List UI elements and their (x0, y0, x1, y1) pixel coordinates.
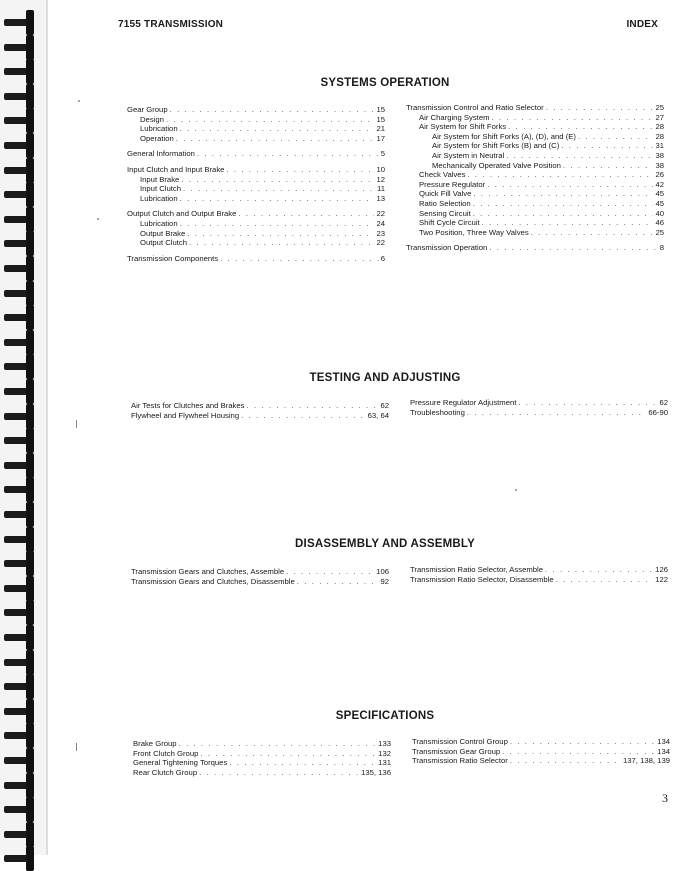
index-entry (406, 161, 664, 171)
index-entry (406, 199, 664, 209)
binding-hole (4, 290, 28, 297)
binding-hole (4, 93, 28, 100)
index-entry-label: Rear Clutch Group (133, 767, 198, 777)
manual-title: 7155 TRANSMISSION (118, 19, 224, 30)
binding-hole (4, 831, 28, 838)
index-entry-label: Air System for Shift Forks (B) and (C) (432, 141, 560, 151)
index-entry (410, 575, 668, 585)
index-entry-page: 46 (655, 218, 664, 228)
dot-leader (518, 398, 657, 408)
index-entry-label: Air Charging System (419, 112, 490, 122)
dot-leader (200, 749, 376, 759)
dot-leader (492, 113, 654, 123)
dot-leader (578, 132, 653, 142)
index-entry-page: 21 (376, 124, 385, 134)
index-entry-label: Air System in Neutral (432, 150, 505, 160)
dot-leader (508, 122, 653, 132)
dot-leader (220, 254, 379, 264)
index-column-right (410, 398, 668, 417)
index-entry-page: 135, 136 (361, 767, 391, 777)
index-entry-page: 131 (378, 758, 391, 768)
binding-hole (4, 314, 28, 321)
dot-leader (181, 175, 374, 185)
binding-hole (4, 68, 28, 75)
index-entry-page: 38 (655, 150, 664, 160)
index-entry-label: Transmission Ratio Selector, Disassemble (410, 574, 554, 584)
index-entry-label: Brake Group (133, 739, 177, 748)
index-entry-label: Operation (140, 133, 174, 143)
index-entry-label: Air System for Shift Forks (419, 122, 507, 132)
index-entry (127, 134, 385, 144)
scan-speck (76, 743, 77, 751)
index-entry-page: 122 (655, 574, 668, 584)
index-entry-page: 24 (376, 218, 385, 228)
index-entry-page: 15 (376, 114, 385, 124)
index-entry-page: 25 (655, 103, 664, 112)
index-entry (131, 577, 389, 587)
dot-leader (180, 194, 375, 204)
dot-leader (531, 228, 654, 238)
index-entry (406, 189, 664, 199)
index-entry-page: 11 (377, 184, 385, 194)
dot-leader (473, 209, 654, 219)
index-entry (406, 209, 664, 219)
dot-leader (487, 180, 653, 190)
binding-hole (4, 44, 28, 51)
index-entry (131, 401, 389, 411)
index-entry-label: Air System for Shift Forks (A), (D), and (E) (432, 131, 576, 141)
index-entry-page: 132 (378, 748, 391, 758)
binding-hole (4, 609, 28, 616)
dot-leader (229, 758, 376, 768)
binding-hole (4, 708, 28, 715)
index-entry (127, 219, 385, 229)
index-entry (412, 737, 670, 747)
index-entry-label: Design (140, 114, 164, 124)
index-entry-page: 31 (655, 141, 664, 151)
binding-hole (4, 191, 28, 198)
index-entry-page: 13 (376, 193, 385, 203)
index-entry-page: 6 (380, 253, 385, 263)
index-entry (131, 411, 389, 421)
index-entry (127, 194, 385, 204)
dot-leader (179, 739, 377, 749)
index-entry (406, 122, 664, 132)
index-entry-label: Troubleshooting (410, 407, 465, 417)
index-entry-page: 45 (655, 198, 664, 208)
index-column-left (131, 401, 389, 420)
index-entry-label: Lubrication (140, 193, 178, 203)
index-column-left (133, 739, 391, 777)
index-column-left (131, 567, 389, 586)
index-entry-page: 28 (655, 131, 664, 141)
index-entry-label: Sensing Circuit (419, 208, 471, 218)
section-title-disassembly-and-assembly: DISASSEMBLY AND ASSEMBLY (295, 538, 475, 550)
index-entry (127, 105, 385, 115)
index-entry (406, 141, 664, 151)
dot-leader (180, 219, 375, 229)
dot-leader (247, 401, 379, 411)
index-entry (133, 758, 391, 768)
index-entry (131, 567, 389, 577)
index-entry-label: Transmission Components (127, 253, 219, 263)
dot-leader (176, 134, 375, 144)
binding-hole (4, 732, 28, 739)
index-entry-page: 66-90 (648, 407, 668, 417)
index-entry-label: Transmission Control Group (412, 737, 508, 746)
index-entry (133, 768, 391, 778)
dot-leader (489, 243, 657, 253)
index-entry (133, 739, 391, 749)
index-entry (127, 238, 385, 248)
index-entry (127, 124, 385, 134)
index-entry-label: Flywheel and Flywheel Housing (131, 410, 240, 420)
index-column-left (127, 105, 385, 263)
binding-hole (4, 683, 28, 690)
dot-leader (170, 105, 375, 115)
index-entry (127, 165, 385, 175)
dot-leader (467, 170, 653, 180)
index-entry-page: 134 (657, 746, 670, 756)
scan-speck (97, 218, 99, 220)
index-entry (127, 184, 385, 194)
dot-leader (473, 199, 654, 209)
index-entry-label: Ratio Selection (419, 198, 471, 208)
dot-leader (197, 149, 379, 159)
index-entry-label: Lubrication (140, 218, 178, 228)
spiral-binding (0, 0, 46, 855)
binding-hole (4, 560, 28, 567)
index-entry-label: Transmission Gears and Clutches, Disassemble (131, 576, 295, 586)
index-column-right (412, 737, 670, 766)
index-entry-page: 22 (376, 209, 385, 219)
dot-leader (510, 737, 655, 747)
dot-leader (180, 124, 375, 134)
index-entry-label: Input Clutch and Input Brake (127, 164, 225, 174)
index-entry-label: Output Brake (140, 228, 186, 238)
index-entry (127, 209, 385, 219)
index-entry-page: 23 (376, 228, 385, 238)
index-entry-page: 17 (376, 133, 385, 143)
binding-hole (4, 363, 28, 370)
index-entry-label: Shift Cycle Circuit (419, 218, 480, 228)
scan-speck (78, 100, 80, 102)
dot-leader (482, 218, 654, 228)
index-entry-page: 133 (378, 739, 391, 748)
index-entry-label: Transmission Control and Ratio Selector (406, 103, 544, 112)
index-entry (406, 132, 664, 142)
index-entry-page: 8 (659, 243, 664, 253)
index-entry-page: 27 (655, 112, 664, 122)
index-entry-page: 137, 138, 139 (622, 756, 670, 766)
dot-leader (556, 575, 653, 585)
dot-leader (510, 756, 621, 766)
index-entry-page: 63, 64 (367, 410, 389, 420)
index-entry (127, 229, 385, 239)
binding-hole (4, 757, 28, 764)
index-entry (406, 113, 664, 123)
index-entry-label: Transmission Gears and Clutches, Assemble (131, 567, 285, 576)
index-entry-page: 134 (657, 737, 670, 746)
index-entry (410, 398, 668, 408)
section-title-specifications: SPECIFICATIONS (335, 710, 435, 722)
index-entry-label: Mechanically Operated Valve Position (432, 160, 561, 170)
index-column-right (410, 565, 668, 584)
binding-hole (4, 486, 28, 493)
index-entry-label: Front Clutch Group (133, 748, 199, 758)
index-entry-page: 12 (376, 174, 385, 184)
binding-hole (4, 462, 28, 469)
binding-hole (4, 782, 28, 789)
index-entry-label: Transmission Gear Group (412, 746, 501, 756)
binding-hole (4, 413, 28, 420)
dot-leader (561, 141, 653, 151)
index-entry-page: 15 (376, 105, 385, 114)
index-entry-page: 25 (655, 227, 664, 237)
index-entry-label: Air Tests for Clutches and Brakes (131, 401, 245, 410)
dot-leader (183, 184, 375, 194)
section-title-systems-operation: SYSTEMS OPERATION (320, 77, 450, 89)
index-entry-label: Lubrication (140, 124, 178, 134)
index-entry (406, 218, 664, 228)
dot-leader (546, 103, 654, 113)
index-entry-label: General Information (127, 149, 195, 159)
index-entry-label: Pressure Regulator Adjustment (410, 398, 517, 407)
index-entry-label: Gear Group (127, 105, 168, 114)
index-entry-label: Two Position, Three Way Valves (419, 227, 529, 237)
index-column-right (406, 103, 664, 253)
binding-hole (4, 240, 28, 247)
index-label: INDEX (626, 19, 658, 30)
binding-hole (4, 634, 28, 641)
dot-leader (166, 115, 375, 125)
index-entry (406, 103, 664, 113)
index-entry-page: 92 (380, 576, 389, 586)
index-entry (127, 115, 385, 125)
index-entry (410, 408, 668, 418)
binding-hole (4, 855, 28, 862)
dot-leader (238, 209, 374, 219)
index-entry-page: 106 (376, 567, 389, 576)
index-entry-page: 62 (380, 401, 389, 410)
page-number: 3 (662, 791, 668, 805)
dot-leader (563, 161, 654, 171)
dot-leader (226, 165, 374, 175)
binding-hole (4, 19, 28, 26)
index-entry-label: Pressure Regulator (419, 179, 486, 189)
binding-hole (4, 511, 28, 518)
index-entry-page: 10 (376, 164, 385, 174)
binding-hole (4, 536, 28, 543)
index-entry-label: Output Clutch and Output Brake (127, 209, 237, 219)
index-entry (410, 565, 668, 575)
index-entry-page: 40 (655, 208, 664, 218)
binding-hole (4, 167, 28, 174)
binding-hole (4, 265, 28, 272)
dot-leader (506, 151, 653, 161)
scan-speck (515, 489, 517, 491)
index-entry-page: 126 (655, 565, 668, 574)
dot-leader (189, 238, 374, 248)
page-edge (46, 0, 48, 855)
binding-hole (4, 142, 28, 149)
index-entry-label: Input Clutch (140, 184, 182, 194)
dot-leader (286, 567, 374, 577)
binding-hole (4, 339, 28, 346)
index-entry-label: General Tightening Torques (133, 758, 228, 768)
index-entry-page: 38 (655, 160, 664, 170)
index-entry (406, 228, 664, 238)
index-entry (412, 747, 670, 757)
dot-leader (467, 408, 646, 418)
index-entry-page: 22 (376, 238, 385, 248)
index-entry (127, 149, 385, 159)
index-entry (412, 756, 670, 766)
index-entry (133, 749, 391, 759)
index-entry-page: 42 (655, 179, 664, 189)
index-entry (406, 170, 664, 180)
index-entry-page: 45 (655, 189, 664, 199)
dot-leader (545, 565, 653, 575)
binding-hole (4, 659, 28, 666)
index-entry-label: Quick Fill Valve (419, 189, 472, 199)
dot-leader (502, 747, 655, 757)
index-entry-page: 26 (655, 170, 664, 180)
section-title-testing-and-adjusting: TESTING AND ADJUSTING (309, 372, 461, 384)
binding-hole (4, 216, 28, 223)
dot-leader (473, 189, 653, 199)
index-entry-label: Input Brake (140, 174, 180, 184)
dot-leader (297, 577, 379, 587)
index-entry (127, 175, 385, 185)
binding-hole (4, 388, 28, 395)
binding-hole (4, 585, 28, 592)
index-entry-label: Transmission Operation (406, 243, 488, 253)
dot-leader (241, 411, 366, 421)
index-entry-page: 28 (655, 122, 664, 132)
binding-hole (4, 806, 28, 813)
index-entry (406, 243, 664, 253)
index-entry (127, 254, 385, 264)
index-entry-page: 5 (380, 149, 385, 159)
index-entry (406, 151, 664, 161)
binding-hole (4, 117, 28, 124)
index-entry-label: Transmission Ratio Selector (412, 756, 508, 766)
binding-hole (4, 437, 28, 444)
index-entry-page: 62 (659, 398, 668, 407)
index-entry (406, 180, 664, 190)
dot-leader (187, 229, 374, 239)
index-entry-label: Output Clutch (140, 238, 188, 248)
index-entry-label: Transmission Ratio Selector, Assemble (410, 565, 544, 574)
index-entry-label: Check Valves (419, 170, 466, 180)
dot-leader (199, 768, 359, 778)
scan-speck (76, 420, 77, 428)
